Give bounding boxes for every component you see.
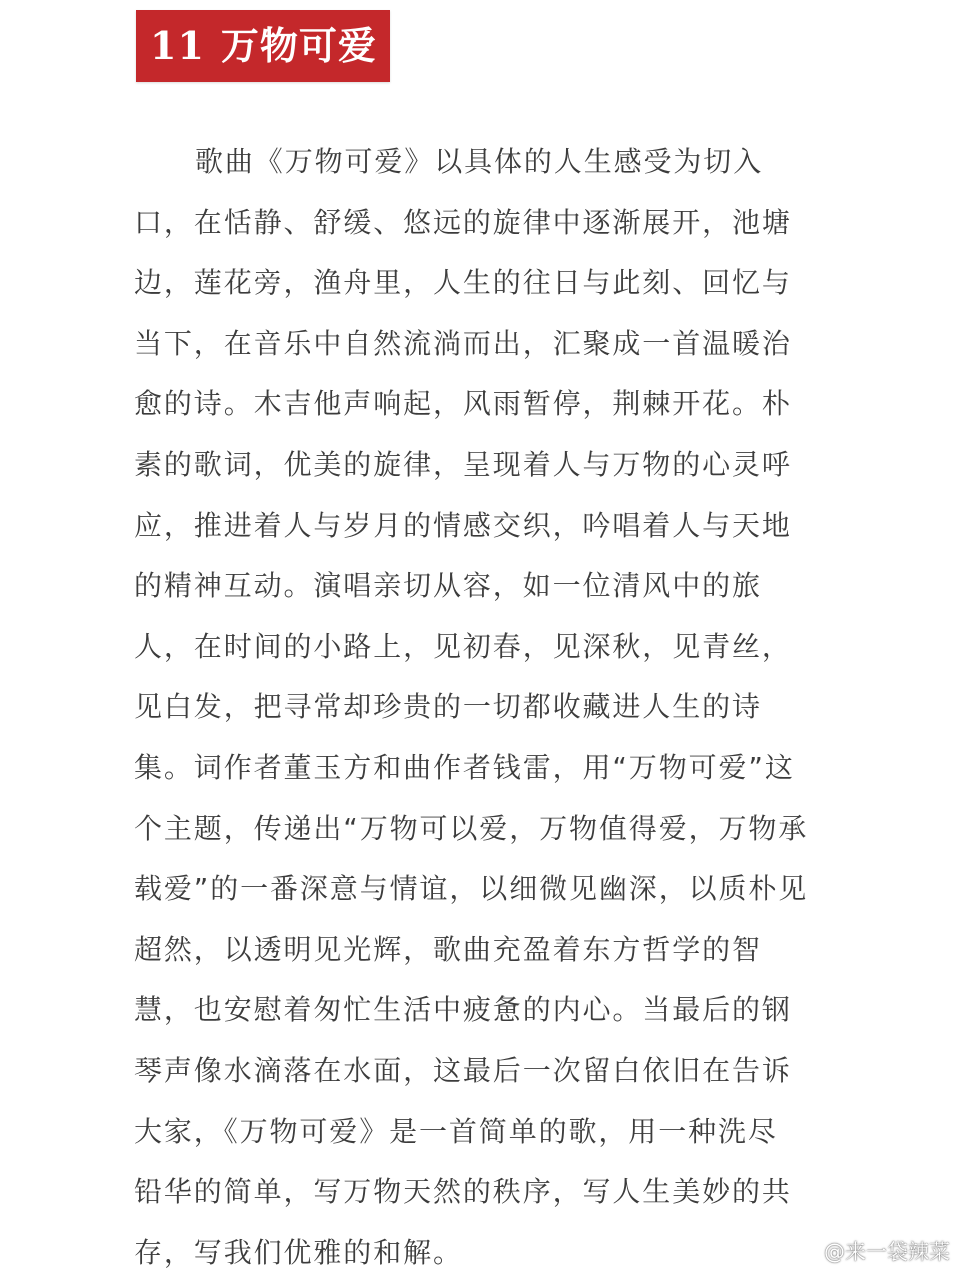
article-line: 歌曲《万物可爱》以具体的人生感受为切入	[195, 145, 764, 178]
section-heading-text	[150, 23, 377, 68]
article-line: 集。词作者董玉方和曲作者钱雷，用“万物可爱”这	[134, 750, 795, 784]
article-line: 愈的诗。木吉他声响起，风雨暂停，荆棘开花。朴	[134, 387, 792, 421]
weibo-icon	[786, 1238, 820, 1264]
article-line: 边，莲花旁，渔舟里，人生的往日与此刻、回忆与	[134, 266, 792, 300]
article-line: 载爱”的一番深意与情谊，以细微见幽深，以质朴见	[134, 872, 809, 906]
watermark-text: @来一袋辣菜	[824, 1240, 950, 1264]
article-line: 当下，在音乐中自然流淌而出，汇聚成一首温暖治	[134, 326, 792, 360]
article-line: 的精神互动。演唱亲切从容，如一位清风中的旅	[134, 569, 762, 603]
article-line: 见白发，把寻常却珍贵的一切都收藏进人生的诗	[134, 690, 762, 724]
article-line: 琴声像水滴落在水面，这最后一次留白依旧在告诉	[134, 1053, 792, 1087]
article-line: 慧，也安慰着匆忙生活中疲惫的内心。当最后的钢	[134, 993, 792, 1027]
article-line: 铅华的简单，写万物天然的秩序，写人生美妙的共	[134, 1175, 792, 1209]
article-line: 素的歌词，优美的旋律，呈现着人与万物的心灵呼	[134, 447, 792, 481]
article-line: 存，写我们优雅的和解。	[134, 1235, 463, 1269]
section-number: 11	[150, 23, 205, 68]
article-line: 超然，以透明见光辉，歌曲充盈着东方哲学的智	[134, 932, 762, 966]
article-line: 应，推进着人与岁月的情感交织，吟唱着人与天地	[134, 508, 792, 542]
article-line: 人，在时间的小路上，见初春，见深秋，见青丝，	[134, 629, 792, 663]
section-title: 万物可爱	[220, 23, 377, 68]
article-line: 个主题，传递出“万物可以爱，万物值得爱，万物承	[134, 811, 809, 845]
section-heading	[136, 10, 390, 82]
weibo-watermark	[786, 1236, 950, 1266]
article-body	[134, 132, 834, 1283]
article-line: 口，在恬静、舒缓、悠远的旋律中逐渐展开，池塘	[134, 205, 792, 239]
article-line: 大家，《万物可爱》是一首简单的歌，用一种洗尽	[134, 1114, 778, 1148]
